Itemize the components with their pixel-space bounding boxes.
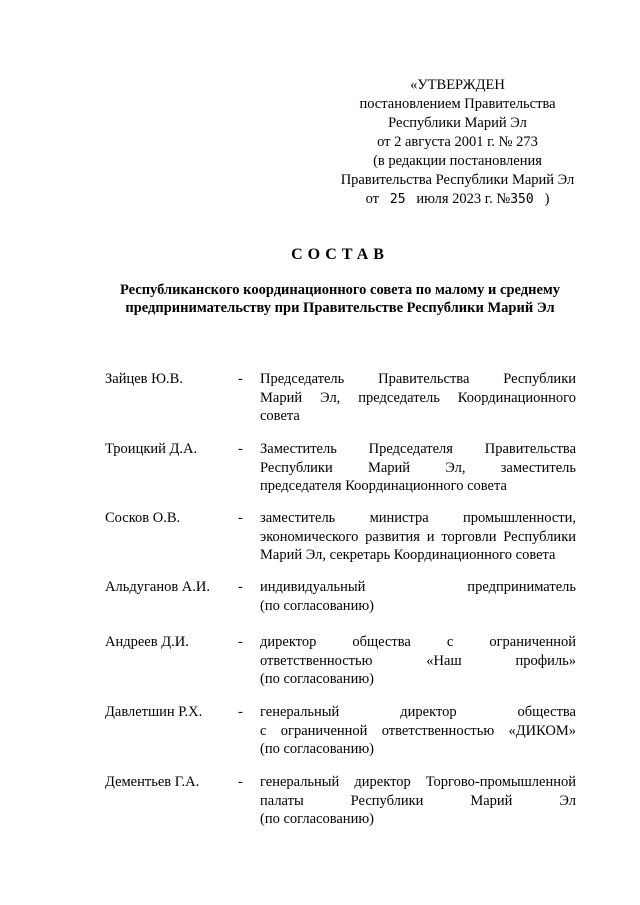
member-name: Альдуганов А.И. (105, 579, 211, 595)
member-position (260, 509, 576, 565)
approval-line-5: (в редакции постановления (373, 153, 542, 169)
approval-stamp-block (310, 76, 605, 209)
member-position-line: ответственностью «Наш профиль» (260, 652, 576, 669)
member-name: Сосков О.В. (105, 510, 181, 526)
approval-line-6: Правительства Республики Марий Эл (340, 172, 575, 188)
member-position-line: генеральный директор Торгово-промышленной (260, 774, 576, 790)
member-position-line: экономического развития и торговли Республики (260, 528, 576, 545)
member-position (260, 370, 576, 426)
date-suffix: ) (544, 191, 550, 207)
member-position-line: Председатель Правительства Республики (260, 371, 576, 387)
approval-date-line (310, 190, 605, 209)
member-position-line: генеральный директор общества (260, 704, 576, 720)
document-title: СОСТАВ (291, 246, 389, 263)
member-name: Андреев Д.И. (105, 634, 189, 650)
date-day: 25 (389, 192, 406, 207)
member-position (260, 773, 576, 829)
member-dash: - (238, 774, 243, 790)
subtitle-line-2: предпринимательству при Правительстве Республики Марий Эл (125, 300, 555, 316)
member-position-line: (по согласованию) (260, 597, 374, 614)
member-position-line: Республики Марий Эл, заместитель (260, 459, 576, 476)
member-position-line: совета (260, 408, 300, 424)
member-dash: - (238, 510, 243, 526)
member-position-line: заместитель министра промышленности, (260, 510, 576, 526)
approval-line-2: постановлением Правительства (359, 96, 556, 112)
member-position-line: палаты Республики Марий Эл (260, 792, 576, 809)
member-name: Зайцев Ю.В. (105, 371, 183, 387)
member-position (260, 633, 576, 689)
member-name: Давлетшин Р.Х. (105, 704, 203, 720)
member-position (260, 703, 576, 759)
member-dash: - (238, 634, 243, 650)
member-position-line: индивидуальный предприниматель (260, 579, 576, 595)
member-position-line: (по согласованию) (260, 741, 374, 757)
member-position-line: председателя Координационного совета (260, 478, 507, 494)
date-prefix: от (365, 191, 379, 207)
member-position-line: (по согласованию) (260, 671, 374, 687)
member-dash: - (238, 704, 243, 720)
member-name: Дементьев Г.А. (105, 774, 200, 790)
subtitle-line-1: Республиканского координационного совета по малому и среднему (119, 282, 561, 298)
member-position-line: с ограниченной ответственностью «ДИКОМ» (260, 722, 576, 739)
member-position-line: Марий Эл, секретарь Координационного совета (260, 547, 556, 563)
approval-line-1: «УТВЕРЖДЕН (410, 77, 505, 93)
member-dash: - (238, 441, 243, 457)
member-dash: - (238, 371, 243, 387)
document-subtitle (100, 281, 580, 317)
member-position-line: директор общества с ограниченной (260, 634, 576, 650)
member-dash: - (238, 579, 243, 595)
member-position (260, 440, 576, 496)
member-position (260, 578, 576, 615)
member-position-line: (по согласованию) (260, 811, 374, 827)
member-position-line: Заместитель Председателя Правительства (260, 441, 576, 457)
date-number: 350 (510, 192, 534, 207)
approval-line-4: от 2 августа 2001 г. № 273 (377, 134, 538, 150)
date-month-year: июля 2023 г. № (416, 191, 511, 207)
member-position-line: Марий Эл, председатель Координационного (260, 389, 576, 406)
approval-line-3: Республики Марий Эл (388, 115, 527, 131)
member-name: Троицкий Д.А. (105, 441, 198, 457)
